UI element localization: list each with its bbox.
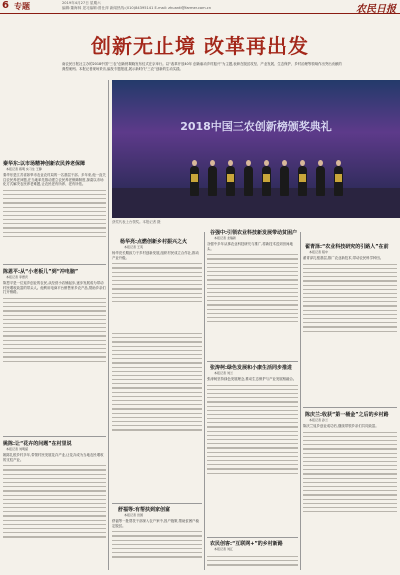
article-body [112, 330, 202, 500]
article-byline: 本报记者 王英 [124, 245, 143, 249]
article-body [303, 424, 397, 571]
photo-person [316, 166, 325, 196]
paper-name: 农民日报 [356, 4, 396, 15]
divider [112, 503, 202, 504]
photo-person [280, 166, 289, 196]
award-plaque [227, 174, 234, 182]
section-title: 专题 [14, 2, 30, 11]
award-plaque [263, 174, 270, 182]
divider [207, 537, 298, 538]
award-plaque [299, 174, 306, 182]
article-byline: 本报记者 龙瑞新 [214, 236, 236, 240]
photo-caption: 获奖代表上台领奖。本报记者 摄 [112, 220, 161, 224]
divider [3, 436, 106, 437]
article-body [303, 256, 397, 376]
article-title: 陈庆兰:收获“第一桶金”之后的乡村路 [305, 412, 389, 418]
article-title: 秦华东:以市场精神创新农民养老保障 [3, 161, 86, 167]
photo-stage [112, 188, 400, 218]
article-title: 姚陈:让“花卉的问题”在村里说 [3, 441, 72, 447]
article-byline: 本报记者 田国 [124, 513, 143, 517]
article-title: 翟青泽:“农业科技研究的引路人”在前 [305, 244, 389, 250]
article-text: 杨华亮长期致力于乡村创新发展,组织村民成立合作社,推动产业升级。 [112, 251, 199, 260]
article-byline: 本报记者 蒋明 实习生 王静 [6, 167, 42, 171]
article-byline: 本报记者 李德宾 [6, 275, 28, 279]
article-title: 张涛柯:绿色发展和小康生活同步推进 [210, 365, 293, 371]
article-byline: 本报记者 刘明富 [6, 447, 28, 451]
article-body [3, 281, 106, 393]
divider [3, 264, 106, 265]
article-text: 翟青泽扎根基层,推广农业新技术,带动农民科学种田。 [303, 256, 384, 260]
photo-person [244, 166, 253, 196]
article-body [112, 251, 202, 323]
article-body [207, 242, 298, 360]
article-byline: 本报记者 孙兰 [309, 418, 328, 422]
article-byline: 本报记者 程中 [309, 250, 328, 254]
article-body [112, 519, 202, 571]
article-text: 陈恩平是一位返乡创业的农民,从经营小店铺起步,逐步发展成为带动村民增收致富的带头人。他利用电商平台销售家乡农产品,帮助乡亲们打开销路。 [3, 281, 106, 295]
article-title: 陈恩平:从“小老板儿”到“冲电脑” [3, 269, 79, 275]
article-text: 谷强中多年从事农业科技研究与推广,将新技术送到田间地头。 [207, 242, 293, 251]
article-text: 张涛柯坚持绿色发展理念,推动生态保护与产业发展相融合。 [207, 377, 297, 381]
article-body [3, 453, 106, 571]
article-body [207, 377, 298, 532]
article-title: 杨华亮:点燃创新乡村振兴之火 [120, 239, 188, 245]
column-divider [204, 232, 205, 570]
article-body [207, 553, 298, 571]
page-number: 6 [2, 0, 9, 11]
header-meta [62, 1, 262, 10]
article-title: 舒福等:有帮扶到家创富 [118, 507, 171, 513]
article-title: 谷强中:引领农业科技新发展带动贫困户 [210, 230, 298, 236]
article-body [3, 173, 106, 263]
column-divider [300, 232, 301, 570]
page-headline: 创新无止境 改革再出发 [91, 34, 309, 58]
header-contact: 编辑:董海林 见习编辑:曾仕萍 新闻热线:(010)84395141 E-mail: zhuanti@farmer.com.cn [62, 5, 212, 10]
photo-banner-text: 2018中国三农创新榜颁奖典礼 [180, 120, 332, 133]
article-byline: 本报记者 刘江 [214, 547, 233, 551]
column-divider [108, 80, 109, 570]
article-text: 陈庆兰返乡创业成功后,继续带领乡亲们共同致富。 [303, 424, 379, 428]
article-title: 农民创客:“互联网+”的乡村新路 [210, 541, 283, 547]
award-ceremony-photo [112, 80, 400, 218]
page-header [0, 0, 400, 14]
divider [303, 407, 397, 408]
divider [207, 361, 298, 362]
header-date: 2019年4月27日 星期六 [62, 1, 101, 5]
photo-person [208, 166, 217, 196]
article-text: 舒福等一批帮扶干部深入农户家中,因户施策,帮助贫困户稳定脱贫。 [112, 519, 199, 528]
award-plaque [191, 174, 198, 182]
article-byline: 本报记者 刘兰 [214, 371, 233, 375]
lead-paragraph: 南农民日报社主办的2018中国“三农”创新榜揭晓发布仪式在京举行。以“改革开放40年 创新驱动乡村振兴”为主题,表彰在脱贫攻坚、产业发展、生态保护、乡村治理等领域作出突出贡献的典型案例。本报记者现场采访,编发专题报道,展示新时代“三农”创新的生动实践。 [62, 62, 342, 71]
award-plaque [335, 174, 342, 182]
article-text: 姚陈扎根乡村多年,带领村民发展花卉产业,让花卉成为当地农民增收的支柱产业。 [3, 453, 104, 462]
article-text: 秦华东是江苏省如皋市农业农村局的一名基层干部。多年来,他一直关注农民养老问题,在当地率先推动建立农民养老保障制度,探索以市场化方式解决农民养老难题,让农民老有所养、老有所依。 [3, 173, 106, 187]
